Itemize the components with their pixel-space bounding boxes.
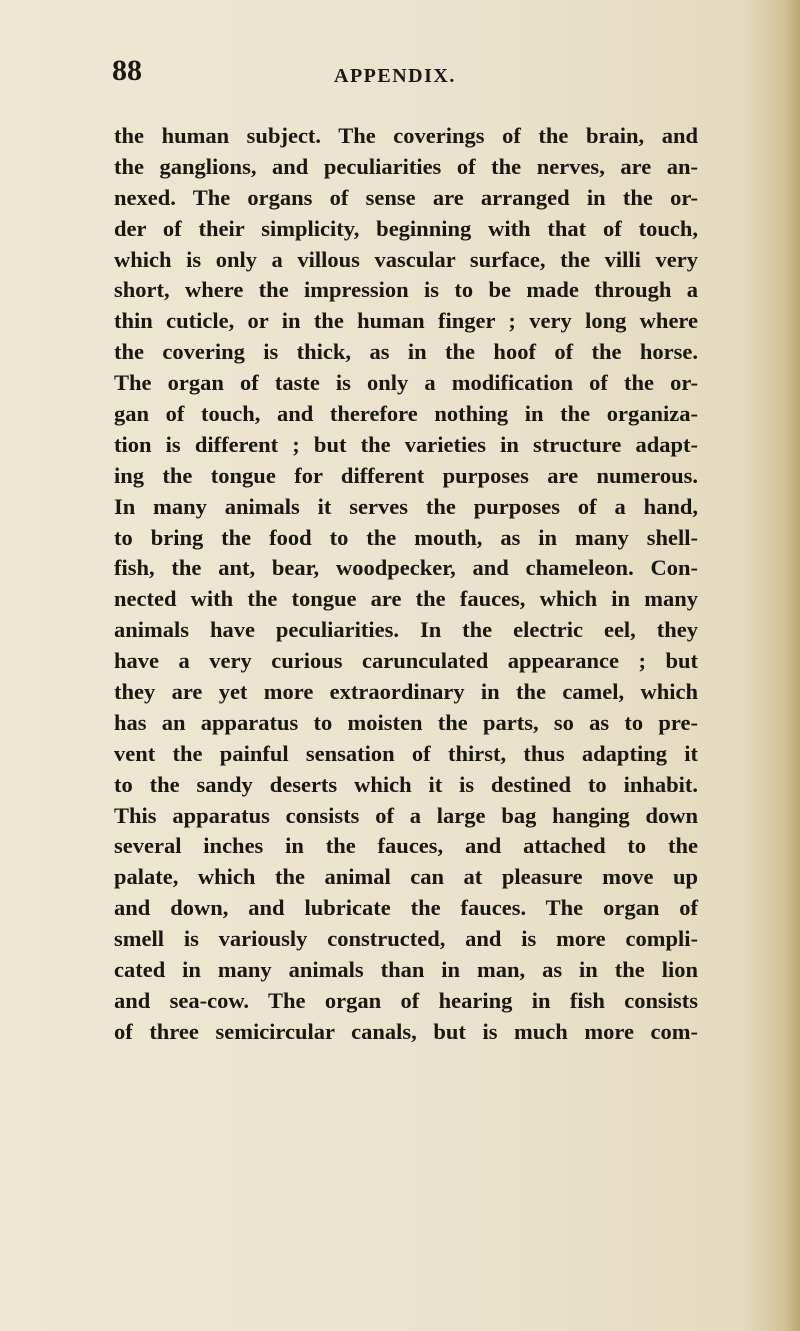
text-line: ing the tongue for different purposes are numerous. (114, 462, 698, 488)
text-line: fish, the ant, bear, woodpecker, and chameleon. Con- (114, 555, 698, 581)
text-line: palate, which the animal can at pleasure move up (114, 864, 698, 890)
page-edge-shadow (786, 0, 800, 1331)
text-line: they are yet more extraordinary in the camel, which (114, 679, 698, 705)
body-text (114, 121, 698, 1048)
page-header (0, 54, 800, 104)
text-line: the covering is thick, as in the hoof of the horse. (114, 339, 698, 365)
text-line: short, where the impression is to be made through a (114, 277, 698, 303)
text-line: and sea-cow. The organ of hearing in fish consists (114, 987, 698, 1013)
text-line: to bring the food to the mouth, as in many shell- (114, 524, 698, 550)
text-line: to the sandy deserts which it is destined to inhabit. (114, 771, 698, 797)
text-line: This apparatus consists of a large bag hanging down (114, 802, 698, 828)
text-line: have a very curious carunculated appearance ; but (114, 648, 698, 674)
text-line: smell is variously constructed, and is more compli- (114, 926, 698, 952)
text-line: thin cuticle, or in the human finger ; very long where (114, 308, 698, 334)
text-line: nexed. The organs of sense are arranged in the or- (114, 184, 698, 210)
text-line: several inches in the fauces, and attached to the (114, 833, 698, 859)
text-line: nected with the tongue are the fauces, which in many (114, 586, 698, 612)
text-line: has an apparatus to moisten the parts, so as to pre- (114, 709, 698, 735)
text-line: animals have peculiarities. In the electric eel, they (114, 617, 698, 643)
text-line: of three semicircular canals, but is much more com- (114, 1018, 698, 1044)
text-line: the ganglions, and peculiarities of the nerves, are an- (114, 153, 698, 179)
text-line: and down, and lubricate the fauces. The organ of (114, 895, 698, 921)
text-line: which is only a villous vascular surface, the villi very (114, 246, 698, 272)
text-line: der of their simplicity, beginning with that of touch, (114, 215, 698, 241)
text-line: vent the painful sensation of thirst, thus adapting it (114, 740, 698, 766)
text-line: the human subject. The coverings of the brain, and (114, 123, 698, 148)
text-line: cated in many animals than in man, as in the lion (114, 957, 698, 983)
text-line: gan of touch, and therefore nothing in the organiza- (114, 401, 698, 427)
running-head: APPENDIX. (334, 65, 456, 87)
text-line: tion is different ; but the varieties in structure adapt- (114, 431, 698, 457)
text-line: The organ of taste is only a modification of the or- (114, 370, 698, 396)
text-line: In many animals it serves the purposes of a hand, (114, 493, 698, 519)
page-number: 88 (112, 54, 142, 87)
